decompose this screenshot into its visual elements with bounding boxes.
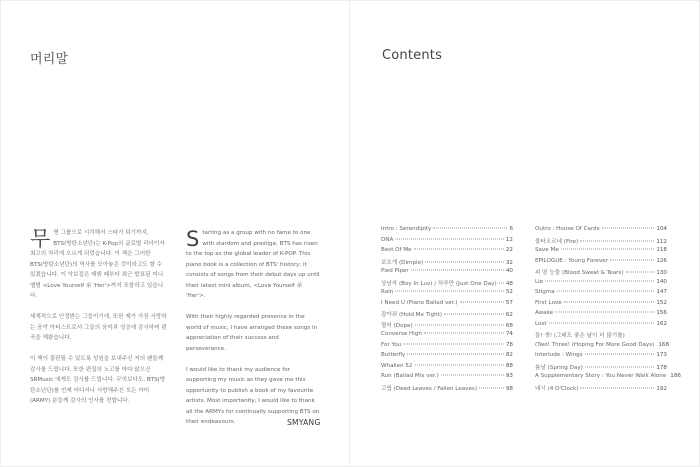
foreword-english-paragraph-3: I would like to thank my audience for supporting my music as they gave me this opportunity to publish a book of my favourite artists. Most importantly, I would like to thank all the ARMYs for continually supporting BTS on their endeavours. — [186, 366, 320, 425]
toc-entry[interactable] — [535, 352, 667, 363]
toc-entry[interactable] — [381, 342, 513, 353]
foreword-korean-paragraph-2: 세계적으로 인정받는 그들이기에, 또한 제가 가장 사랑하는 음악 아티스트로서 그들의 음악과 성공에 감사하며 편곡을 해왔습니다. — [30, 314, 167, 341]
toc-entry[interactable] — [381, 384, 513, 395]
toc-entry-title: Rain — [381, 289, 394, 295]
toc-entry-title: Best Of Me — [381, 247, 412, 253]
toc-entry-title: Run (Ballad Mix ver.) — [381, 373, 439, 379]
toc-entry-page: 82 — [505, 352, 513, 358]
foreword-korean-paragraph-3: 이 책이 출판될 수 있도록 성원을 보내주신 저의 팬들께 감사를 드립니다. 또한 편집의 노고를 마다 않으신 SRMusic 에게도 감사를 드립니다. 무엇보다도, BTS(방탄소년단)를 언제 어디서나 사랑해주신 모든 아미(ARMY) 분들께 감사의 인사를 전합니다. — [30, 356, 166, 404]
toc-leader — [626, 272, 655, 273]
toc-entry-page: 93 — [505, 373, 513, 379]
foreword-english-paragraph-2: With their highly regarded presence in the world of music, I have arranged these songs in appreciation of their success and perseverance. — [186, 314, 318, 352]
toc-entry-page: 130 — [656, 270, 667, 276]
toc-entry-title: Outro : House Of Cards — [535, 226, 600, 232]
toc-entry-page: 173 — [656, 352, 667, 358]
toc-leader — [411, 270, 504, 271]
toc-entry[interactable] — [535, 289, 667, 300]
toc-entry-title: First Love — [535, 299, 562, 306]
toc-entry[interactable] — [535, 310, 667, 321]
toc-entry-title: 잡아줘 (Hold Me Tight) — [381, 312, 442, 318]
foreword-korean-paragraph-1 — [30, 228, 168, 302]
toc-leader — [425, 261, 504, 262]
toc-entry-title: Whalien 52 — [381, 362, 413, 369]
toc-entry[interactable] — [381, 310, 513, 321]
toc-entry-page: 68 — [505, 322, 513, 329]
toc-entry-title: Lost — [535, 320, 547, 327]
toc-leader — [415, 364, 504, 365]
toc-entry-title: 보조개 (Dimple) — [381, 259, 424, 266]
toc-leader — [564, 301, 655, 302]
toc-leader — [415, 324, 504, 325]
toc-leader — [602, 228, 655, 229]
toc-entry[interactable] — [381, 373, 513, 384]
toc-entry-page: 88 — [505, 362, 513, 369]
toc-entry[interactable] — [381, 321, 513, 332]
toc-entry-page: 40 — [505, 268, 513, 274]
toc-entry-title: 불타오르네 (Fire) — [535, 238, 579, 245]
toc-entry[interactable] — [535, 279, 667, 290]
toc-entry-page: 48 — [505, 280, 513, 287]
toc-entry[interactable] — [535, 331, 667, 342]
toc-leader — [403, 343, 504, 344]
toc-entry[interactable] — [381, 331, 513, 342]
english-dropcap: S — [186, 227, 200, 251]
toc-entry-page: 162 — [656, 320, 667, 327]
toc-entry[interactable] — [535, 237, 667, 248]
toc-entry[interactable] — [535, 268, 667, 279]
toc-leader — [557, 291, 655, 292]
foreword-english-paragraph-1 — [186, 228, 320, 302]
toc-leader — [479, 387, 504, 388]
toc-entry-page: 178 — [656, 364, 667, 371]
toc-entry-title: Intro : Serendipity — [381, 226, 432, 232]
toc-entry-title: Lie — [535, 278, 544, 285]
right-page — [350, 0, 700, 467]
toc-entry-title: 쩔어 (Dope) — [381, 322, 413, 329]
author-signature: SMYANG — [287, 418, 321, 427]
toc-entry[interactable] — [381, 279, 513, 290]
toc-entry-title: I Need U (Piano Ballad ver.) — [381, 299, 458, 306]
toc-entry-page: 98 — [505, 385, 513, 392]
toc-entry-page: 156 — [656, 310, 667, 316]
toc-leader — [555, 312, 654, 313]
toc-leader — [585, 366, 654, 367]
foreword-heading: 머리말 — [30, 52, 69, 67]
toc-entry[interactable] — [381, 226, 513, 237]
toc-entry-page: 186 — [670, 373, 681, 379]
toc-entry-page: 104 — [656, 226, 667, 232]
toc-entry-title: A Supplementary Story : You Never Walk Alone — [535, 373, 667, 379]
toc-leader — [580, 240, 654, 241]
toc-entry-page: 52 — [505, 289, 513, 295]
toc-entry-title: Interlude : Wings — [535, 352, 583, 358]
toc-entry[interactable] — [535, 226, 667, 237]
toc-leader — [407, 354, 504, 355]
toc-entry-page: 118 — [656, 247, 667, 253]
toc-entry-page: 140 — [656, 278, 667, 285]
toc-entry-page: 22 — [505, 247, 513, 253]
foreword-korean-column — [30, 228, 168, 417]
toc-entry[interactable] — [535, 373, 681, 384]
toc-entry[interactable] — [535, 384, 667, 395]
toc-entry[interactable] — [381, 237, 513, 248]
toc-entry-title: DNA — [381, 236, 394, 243]
toc-leader — [395, 291, 504, 292]
toc-entry[interactable] — [535, 363, 667, 374]
toc-entry-page: 168 — [658, 341, 670, 348]
toc-leader — [580, 387, 654, 388]
toc-leader — [549, 322, 655, 323]
toc-entry[interactable] — [535, 321, 667, 332]
toc-entry[interactable] — [535, 300, 667, 311]
toc-entry-page: 126 — [656, 257, 667, 264]
toc-leader — [424, 333, 504, 334]
toc-entry-title: Stigma — [535, 289, 555, 295]
toc-entry-title: For You — [381, 341, 402, 348]
korean-dropcap: 무 — [30, 227, 51, 251]
toc-entry-title: 상남자 (Boy In Luv) / 하루만 (Just One Day) — [381, 280, 497, 287]
toc-entry-title: Save Me — [535, 247, 559, 253]
toc-leader — [545, 280, 654, 281]
toc-entry[interactable] — [381, 352, 513, 363]
toc-entry-page: 78 — [505, 341, 513, 348]
toc-entry-title: 고엽 (Dead Leaves / Fallen Leaves) — [381, 385, 478, 392]
toc-leader — [433, 228, 507, 229]
toc-entry-title: 둘! 셋! (그래도 좋은 날이 더 많기를) — [535, 333, 625, 339]
toc-entry-title: 피 땀 눈물 (Blood Sweat & Tears) — [535, 270, 624, 276]
toc-entry-title: EPILOGUE : Young Forever — [535, 257, 608, 264]
toc-leader — [460, 301, 504, 302]
toc-entry[interactable] — [381, 289, 513, 300]
toc-entry[interactable] — [381, 258, 513, 269]
toc-entry-page: 57 — [505, 299, 513, 306]
english-paragraph-1-text: tarting as a group with no fame to one with stardom and prestige, BTS has risen to the top as the global leader of K-POP. This piano book is a collection of BTS' history; it consists of songs from their debut days up until their latest mini album, <Love Yourself 承 'Her'>. — [186, 230, 320, 299]
toc-leader — [561, 249, 655, 250]
toc-entry-page: 12 — [505, 236, 513, 243]
toc-entry-page: 62 — [505, 312, 513, 318]
toc-entry-title: Butterfly — [381, 352, 406, 358]
toc-entry-page: 32 — [505, 259, 513, 266]
toc-entry-title: Pied Piper — [381, 268, 409, 274]
toc-entry-title: Converse High — [381, 331, 422, 337]
toc-entry-page: 152 — [656, 299, 667, 306]
toc-entry[interactable] — [535, 341, 670, 353]
contents-heading: Contents — [382, 48, 443, 63]
toc-entry[interactable] — [381, 268, 513, 279]
toc-column-1 — [381, 226, 513, 394]
toc-entry-page: 6 — [509, 226, 513, 232]
toc-entry-title: 네시 (4 O'Clock) — [535, 385, 579, 392]
toc-leader — [585, 354, 655, 355]
toc-entry-page: 192 — [656, 385, 667, 392]
toc-leader — [499, 282, 504, 283]
toc-entry[interactable] — [535, 258, 667, 269]
toc-entry[interactable] — [381, 300, 513, 311]
toc-leader — [414, 249, 504, 250]
toc-leader — [395, 238, 504, 239]
toc-entry[interactable] — [381, 363, 513, 374]
toc-column-2 — [535, 226, 681, 394]
toc-leader — [441, 375, 504, 376]
toc-entry-page: 112 — [656, 238, 667, 245]
toc-entry-title: Awake — [535, 310, 554, 316]
toc-leader — [610, 259, 654, 260]
toc-leader — [444, 314, 504, 315]
foreword-english-column — [186, 228, 320, 438]
toc-entry-title: 봄날 (Spring Day) — [535, 364, 583, 371]
toc-entry-page: 74 — [505, 331, 513, 337]
toc-entry-title: (Two! Three! (Hoping For More Good Days) — [535, 341, 655, 348]
toc-entry[interactable] — [381, 247, 513, 258]
korean-paragraph-1-text: 명 그룹으로 시작해서 스타가 되기까지, BTS(방탄소년단)는 K-Pop의 글로벌 리더이자 최고의 자리에 오르게 되었습니다. 이 책은 그러한 BTS(방탄소년단)의 역사를 모아놓은 것이라고도 할 수 있겠습니다. 이 악보집은 데뷔 때부터 최근 발표된 미니 앨범 <Love Yourself 承 'Her'>까지 포함하고 있습니다. — [30, 230, 165, 299]
toc-entry[interactable] — [535, 247, 667, 258]
toc-entry-page: 147 — [656, 289, 667, 295]
